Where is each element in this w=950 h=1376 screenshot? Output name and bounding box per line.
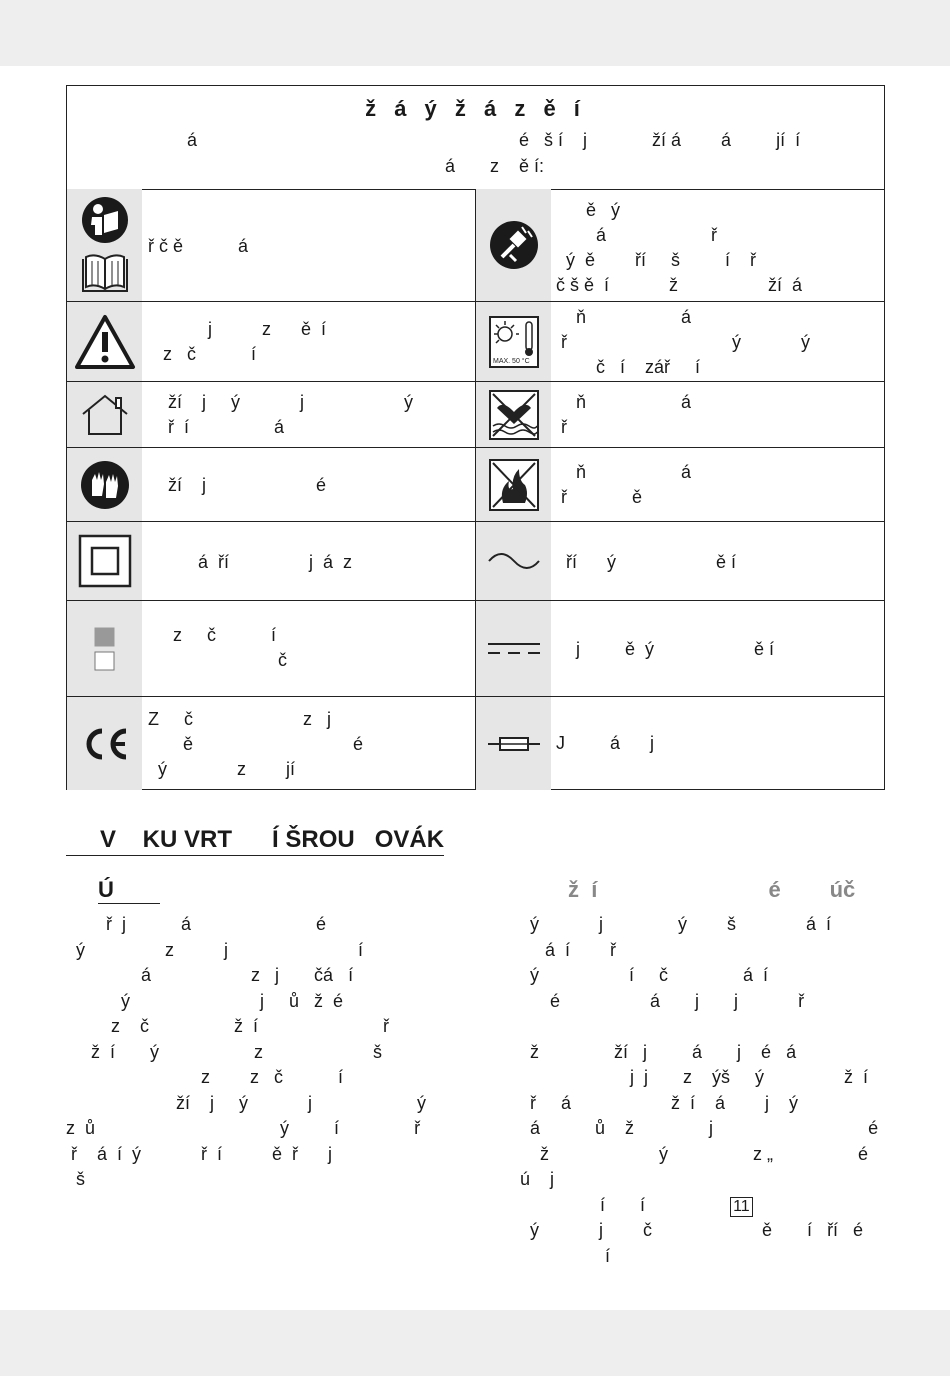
table-title: ž á ý ž á z ě í (365, 96, 586, 121)
left-column-heading: Ú (98, 877, 114, 902)
section-heading: V KU VRT Í ŠROU OVÁK (100, 826, 445, 853)
top-margin-band (0, 0, 950, 66)
row-5-right-text: ří ý ě í (556, 552, 737, 572)
no-fire-icon (476, 448, 551, 521)
section-heading-underline (66, 855, 444, 856)
row-1-right-text: ě ý á ř ý ě ří š í ř č š ě í ž ží á (556, 200, 803, 295)
right-column-body-end: ý j č ě í ří é í (530, 1220, 864, 1266)
row-7-right-text: J á j (556, 733, 655, 753)
gloves-icon (67, 448, 142, 521)
row-2-left-text: j z ě í z č í (163, 319, 327, 364)
read-manual-icon (67, 189, 142, 301)
ac-current-icon (476, 522, 551, 600)
no-water-icon (476, 382, 551, 447)
dc-current-icon (476, 601, 551, 696)
right-column-heading: ž í é úč (568, 877, 856, 902)
row-3-right-text: ň á ř (561, 392, 692, 437)
table-subtitle-line2: á z ě í: (445, 156, 545, 176)
sun-heat-icon (476, 302, 551, 381)
left-column-text: ř j á é ý z j í á z j čá í ý j ů ž é z č ž í ř ž í ý z š z z č í ží j ý j ý z ů ý í ř ř á í ý ř í ě ř j š (66, 914, 427, 1189)
class-2-insulation-icon (67, 522, 142, 600)
row-3-left-text: ží j ý j ý ř í á (168, 392, 414, 437)
right-column-body: ý j ý š á í á í ř ý í č á í é á j j ř ž ží j á j é á j j z ýš ý ž í ř á ž í á j ý á ů ž j é ž ý z „ é ú j í í (520, 914, 879, 1215)
right-column-text (520, 912, 878, 1269)
house-icon (67, 382, 142, 447)
table-column-divider (475, 189, 476, 790)
row-6-left-text: z č í č (173, 625, 288, 670)
row-5-left-text: á ří j á z (148, 552, 353, 572)
table-subtitle-left: á (187, 130, 198, 150)
row-7-left-text: Z č z j ě é ý z jí (148, 709, 364, 779)
charge-level-icon (67, 601, 142, 696)
table-subtitle-right: é š í j ží á á jí í (519, 130, 801, 150)
symbols-table (66, 85, 885, 790)
warning-triangle-icon (67, 302, 142, 381)
row-1-left-text: ř č ě á (148, 236, 249, 256)
max-temp-label: MAX. 50 °C (492, 357, 530, 365)
bottom-margin-band (0, 1310, 950, 1376)
reference-number-box: 11 (730, 1197, 753, 1217)
row-2-right-text: ň á ř ý ý č í zář í (561, 307, 811, 377)
left-heading-underline (98, 903, 160, 904)
row-4-left-text: ží j é (148, 475, 327, 495)
fuse-icon (476, 697, 551, 790)
unplug-icon (476, 189, 551, 301)
row-4-right-text: ň á ř ě (561, 462, 692, 507)
ce-mark-icon (67, 697, 142, 790)
table-header (67, 86, 884, 190)
row-6-right-text: j ě ý ě í (556, 639, 775, 659)
